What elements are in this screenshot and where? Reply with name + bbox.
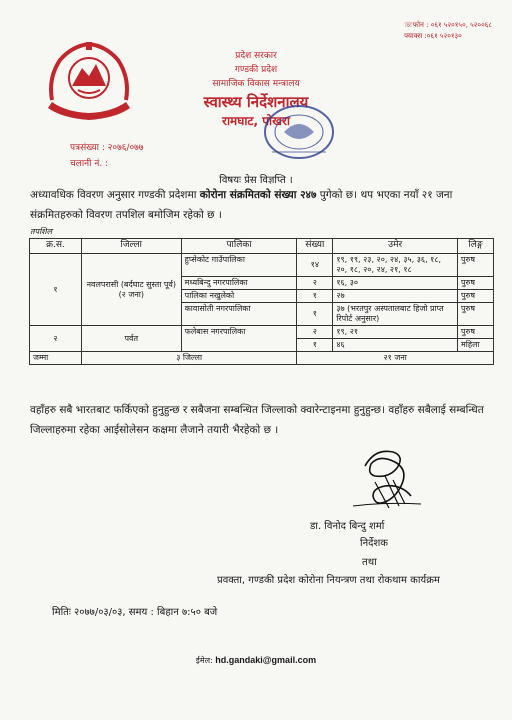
header-sex: लिङ्ग: [458, 239, 494, 254]
cell-age: ४६: [333, 339, 458, 352]
cell-age: १९, १९, २३, २०, २४, ३५, ३६, १८, २०, १८, २०, २४, २१, १८: [333, 254, 458, 277]
cell-sex: पुरुष: [458, 290, 494, 303]
cell-sex: पुरुष: [458, 326, 494, 339]
email-line: [0, 655, 512, 666]
total-label: जम्मा: [30, 352, 82, 365]
header-count: संख्या: [297, 239, 333, 254]
reference-number: पत्रसंख्या : २०७६/०७७: [70, 143, 144, 153]
cases-table: [29, 238, 494, 365]
office-name: स्वास्थ्य निर्देशनालय: [203, 93, 309, 111]
cell-palika: हुप्सेकोट गाउँपालिका: [181, 254, 297, 277]
closing-paragraph: वहाँहरु सबै भारतबाट फर्किएको हुनुहुन्छ र सबैजना सम्बन्धित जिल्लाको क्वारेन्टाइनमा हुनुहुन्छ। वहाँहरु सबैलाई सम्बन्धित जिल्लाहरुमा रहेका आईसोलेसन कक्षमा लैजाने तयारी भैरहेको छ ।: [30, 404, 484, 436]
province-line: गण्डकी प्रदेश: [234, 65, 278, 75]
date-line: मितिः २०७७/०३/०३, समय : बिहान ७:५० बजे: [52, 607, 218, 618]
cell-count: १: [297, 303, 333, 326]
table-total-row: [30, 352, 494, 365]
signatory-name: डा. विनोद बिन्दु शर्मा: [310, 521, 385, 532]
cell-palika: पालिका नखुलेको: [181, 290, 297, 303]
table-header-row: [30, 239, 494, 254]
email-label: ईमेल:: [195, 656, 216, 665]
signatory-role: प्रवक्ता, गण्डकी प्रदेश कोरोना नियन्त्रण तथा रोकथाम कार्यक्रम: [217, 575, 440, 586]
signatory-and: तथा: [362, 557, 377, 568]
header-palika: पालिका: [181, 239, 297, 254]
table-row: [30, 326, 494, 339]
cell-count: १४: [297, 254, 333, 277]
fax-line: फ्याक्स :०६१ ५२०१३०: [404, 32, 462, 40]
table-caption: तपशिल: [30, 227, 53, 236]
cell-sex: पुरुष: [458, 303, 494, 326]
contact-block: [404, 20, 492, 42]
header-age: उमेर: [333, 239, 458, 254]
subject-line: विषयः प्रेस विज्ञप्ति ।: [219, 175, 293, 186]
signature-icon: [345, 446, 425, 514]
email-address[interactable]: hd.gandaki@gmail.com: [215, 655, 317, 665]
office-seal-stamp-icon: [262, 102, 336, 162]
intro-before: अध्यावधिक विवरण अनुसार गण्डकी प्रदेशमा: [30, 189, 200, 201]
cell-count: १: [297, 339, 333, 352]
cell-age: २७: [333, 290, 458, 303]
phone-line: ☏फोन : ०६१ ५२०१५०, ५२००६८: [404, 21, 492, 29]
cell-count: २: [297, 326, 333, 339]
cell-sex: पुरुष: [458, 277, 494, 290]
ministry-line: सामाजिक विकास मन्त्रालय: [212, 79, 300, 89]
total-people: २१ जना: [297, 352, 494, 365]
cell-sn: २: [30, 326, 82, 352]
cell-district: पर्वत: [81, 326, 181, 352]
cell-sex: महिला: [458, 339, 494, 352]
intro-bold: कोरोना संक्रमितको संख्या २४७: [199, 189, 317, 201]
cell-count: १: [297, 290, 333, 303]
total-districts: ३ जिल्ला: [81, 352, 296, 365]
cell-age: १९, २१: [333, 326, 458, 339]
cell-count: २: [297, 277, 333, 290]
govt-line: प्रदेश सरकार: [235, 51, 277, 61]
table-row: [30, 254, 494, 277]
cell-sn: १: [30, 254, 82, 326]
cell-palika: फलेबास नगरपालिका: [181, 326, 297, 352]
intro-paragraph: [30, 185, 495, 225]
intro-after: पुगेको छ। थप भएका नयाँ २१ जना संक्रमितहरुको विवरण तपशिल बमोजिम रहेको छ ।: [30, 189, 453, 221]
cell-palika: कावासोती नगरपालिका: [181, 303, 297, 326]
cell-age: ३७ (भरतपुर अस्पतालबाट हिजो प्राप्त रिपोर्ट अनुसार): [333, 303, 458, 326]
cell-district: नवलपरासी (बर्दघाट सुस्ता पूर्व) (२ जना): [81, 254, 181, 326]
header-district: जिल्ला: [81, 239, 181, 254]
dispatch-number: चलानी नं. :: [70, 159, 109, 169]
signatory-title: निर्देशक: [360, 538, 388, 549]
office-place: रामघाट, पोखरा: [222, 114, 290, 128]
cell-palika: मध्यबिन्दु नगरपालिका: [181, 277, 297, 290]
cell-sex: पुरुष: [458, 254, 494, 277]
header-sn: क्र.स.: [30, 239, 82, 254]
cell-age: १६, ३०: [333, 277, 458, 290]
